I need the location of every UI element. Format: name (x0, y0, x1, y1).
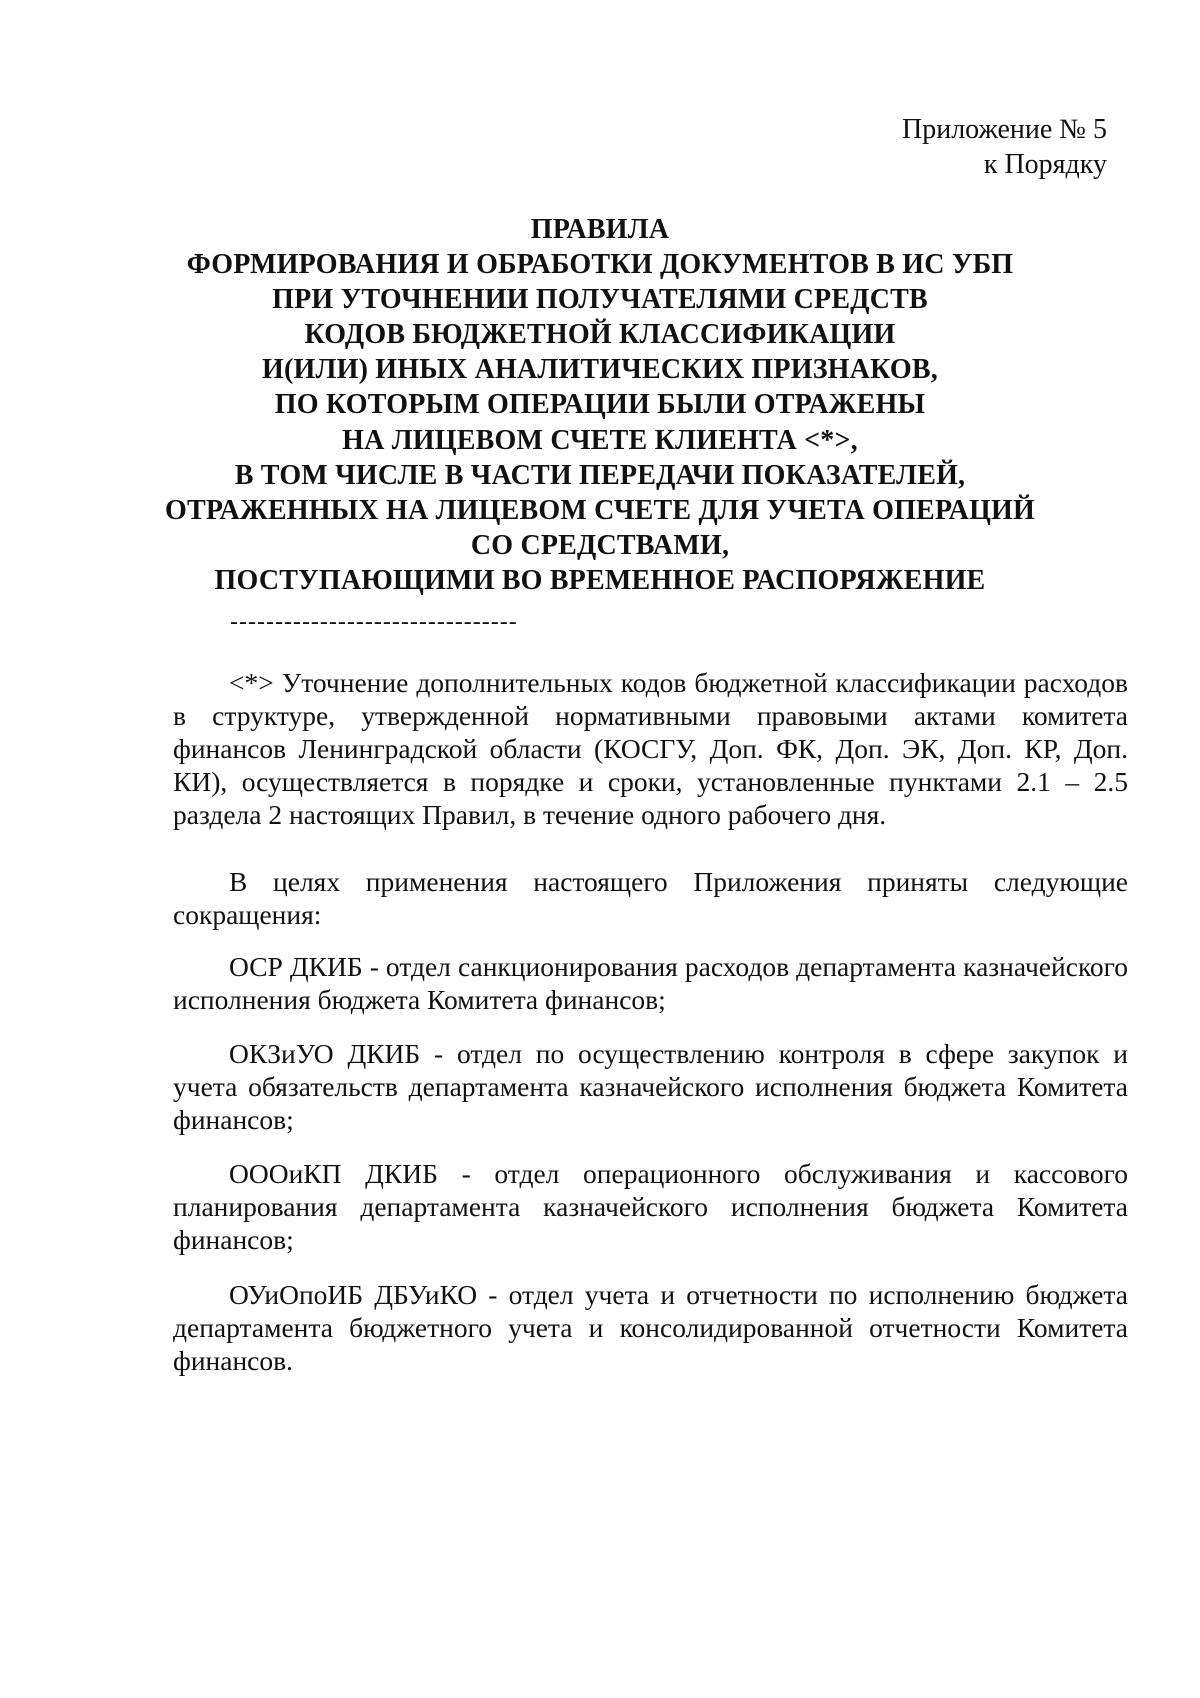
title-line: ПРАВИЛА (530, 214, 670, 245)
appendix-parent-document: к Порядку (983, 149, 1107, 180)
abbreviation-okz-paragraph (173, 1037, 1128, 1136)
appendix-reference (902, 112, 1107, 182)
abbreviation-okz-text: ОКЗиУО ДКИБ - отдел по осуществлению контроля в сфере закупок и учета обязательств департамента казначейского исполнения бюджета Комитета финансов; (173, 1038, 1128, 1135)
title-line: ПОСТУПАЮЩИМИ ВО ВРЕМЕННОЕ РАСПОРЯЖЕНИЕ (214, 564, 986, 596)
document-title (150, 212, 1050, 598)
title-line: В ТОМ ЧИСЛЕ В ЧАСТИ ПЕРЕДАЧИ ПОКАЗАТЕЛЕЙ, (234, 459, 966, 491)
title-line: ОТРАЖЕННЫХ НА ЛИЦЕВОМ СЧЕТЕ ДЛЯ УЧЕТА ОПЕРАЦИЙ (164, 494, 1036, 526)
abbreviation-ou-paragraph (173, 1278, 1128, 1377)
footnote-text: <*> Уточнение дополнительных кодов бюджетной классификации расходов в структуре, утвержденной нормативными правовыми актами комитета финансов Ленинградской области (КОСГУ, Доп. ФК, Доп. ЭК, Доп. КР, Доп. КИ), осуществляется в порядке и сроки, установленные пунктами 2.1 – 2.5 раздела 2 настоящих Правил, в течение одного рабочего дня. (173, 667, 1128, 830)
footnote-separator: -------------------------------- (230, 609, 518, 635)
title-line: ПРИ УТОЧНЕНИИ ПОЛУЧАТЕЛЯМИ СРЕДСТВ (272, 284, 928, 316)
title-line: СО СРЕДСТВАМИ, (470, 529, 730, 561)
title-line: ФОРМИРОВАНИЯ И ОБРАБОТКИ ДОКУМЕНТОВ В ИС УБП (186, 249, 1014, 281)
footnote-paragraph (173, 666, 1128, 831)
abbreviation-osr-paragraph (173, 950, 1128, 1016)
abbreviation-ou-text: ОУиОпоИБ ДБУиКО - отдел учета и отчетности по исполнению бюджета департамента бюджетного учета и консолидированной отчетности Комитета финансов. (173, 1279, 1128, 1376)
appendix-number: Приложение № 5 (902, 114, 1107, 145)
abbreviations-intro-text: В целях применения настоящего Приложения приняты следующие сокращения: (173, 866, 1128, 930)
title-line: НА ЛИЦЕВОМ СЧЕТЕ КЛИЕНТА <*>, (342, 424, 858, 456)
abbreviations-intro-paragraph (173, 865, 1128, 931)
title-line: И(ИЛИ) ИНЫХ АНАЛИТИЧЕСКИХ ПРИЗНАКОВ, (262, 354, 938, 386)
title-line: КОДОВ БЮДЖЕТНОЙ КЛАССИФИКАЦИИ (304, 319, 896, 351)
abbreviation-ooo-paragraph (173, 1157, 1128, 1256)
title-line: ПО КОТОРЫМ ОПЕРАЦИИ БЫЛИ ОТРАЖЕНЫ (274, 389, 926, 421)
abbreviation-osr-text: ОСР ДКИБ - отдел санкционирования расходов департамента казначейского исполнения бюджета Комитета финансов; (173, 951, 1128, 1015)
abbreviation-ooo-text: ОООиКП ДКИБ - отдел операционного обслуживания и кассового планирования департамента казначейского исполнения бюджета Комитета финансов; (173, 1158, 1128, 1255)
